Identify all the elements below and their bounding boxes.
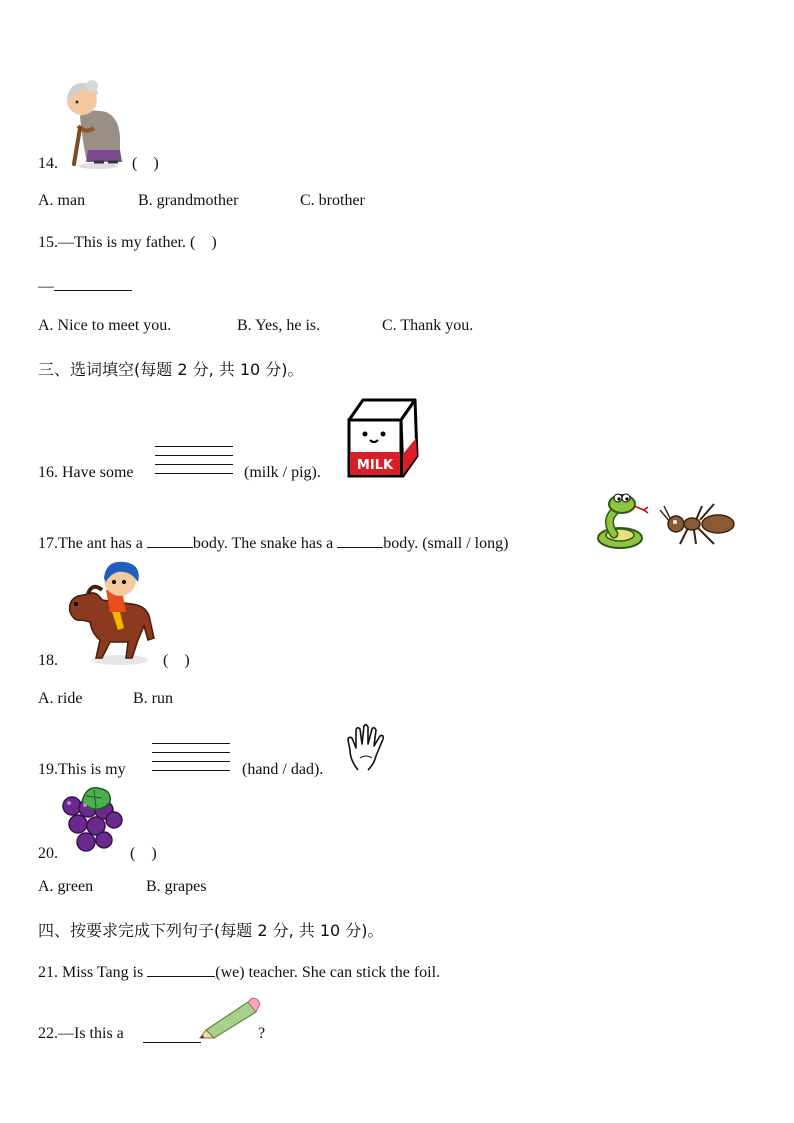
pencil-icon — [198, 996, 262, 1040]
q17-part-3: body. (small / long) — [383, 535, 509, 552]
q18-option-b: B. run — [133, 690, 173, 707]
boy-riding-horse-icon — [62, 560, 158, 668]
q15-option-c: C. Thank you. — [382, 317, 474, 334]
q16-prefix: 16. Have some — [38, 464, 134, 481]
q18-number: 18. — [38, 652, 58, 669]
q15-stem: 15.—This is my father. ( ) — [38, 234, 217, 251]
q21-sentence — [38, 962, 440, 982]
section-4-title: 四、按要求完成下列句子(每题 2 分, 共 10 分)。 — [38, 921, 384, 940]
q21-blank[interactable] — [147, 962, 215, 977]
snake-icon — [594, 490, 652, 552]
q18-option-a: A. ride — [38, 690, 83, 707]
q14-option-c: C. brother — [300, 192, 365, 209]
q22-blank[interactable] — [143, 1025, 201, 1043]
q14-option-b: B. grandmother — [138, 192, 239, 209]
q16-writing-line-1[interactable] — [155, 446, 233, 447]
q20-option-a: A. green — [38, 878, 94, 895]
q15-option-b: B. Yes, he is. — [237, 317, 321, 334]
q22-question-mark: ? — [258, 1025, 266, 1042]
q19-writing-line-2[interactable] — [152, 752, 230, 753]
q17-part-2: body. The snake has a — [192, 535, 334, 552]
q19-writing-line-4[interactable] — [152, 770, 230, 771]
milk-carton-icon — [345, 398, 419, 478]
q14-number: 14. — [38, 155, 58, 172]
q16-writing-line-3[interactable] — [155, 464, 233, 465]
q17-blank-1[interactable] — [147, 533, 193, 548]
hand-icon — [344, 724, 390, 772]
q16-writing-line-4[interactable] — [155, 473, 233, 474]
q20-option-b: B. grapes — [146, 878, 207, 895]
ant-icon — [656, 500, 748, 548]
grandmother-icon — [58, 78, 126, 170]
q16-writing-line-2[interactable] — [155, 455, 233, 456]
q21-prefix: 21. Miss Tang is — [38, 964, 144, 981]
q21-suffix: (we) teacher. She can stick the foil. — [215, 964, 441, 981]
section-3-title: 三、选词填空(每题 2 分, 共 10 分)。 — [38, 360, 304, 379]
q15-dash: — — [38, 278, 54, 295]
q15-blank[interactable] — [54, 276, 132, 291]
q17-blank-2[interactable] — [337, 533, 383, 548]
q19-suffix: (hand / dad). — [242, 761, 324, 778]
q15-response-line — [38, 276, 132, 296]
q15-option-a: A. Nice to meet you. — [38, 317, 172, 334]
q17-sentence — [38, 533, 508, 553]
q19-prefix: 19.This is my — [38, 761, 126, 778]
q19-writing-line-3[interactable] — [152, 761, 230, 762]
q20-answer-paren[interactable]: ( ) — [130, 845, 157, 862]
q17-part-1: 17.The ant has a — [38, 535, 143, 552]
q14-option-a: A. man — [38, 192, 86, 209]
q20-number: 20. — [38, 845, 58, 862]
grapes-icon — [58, 784, 126, 860]
q18-answer-paren[interactable]: ( ) — [163, 652, 190, 669]
q16-suffix: (milk / pig). — [244, 464, 321, 481]
milk-label: MILK — [356, 458, 394, 473]
q19-writing-line-1[interactable] — [152, 743, 230, 744]
q22-prefix: 22.—Is this a — [38, 1025, 124, 1042]
q14-answer-paren[interactable]: ( ) — [132, 155, 159, 172]
